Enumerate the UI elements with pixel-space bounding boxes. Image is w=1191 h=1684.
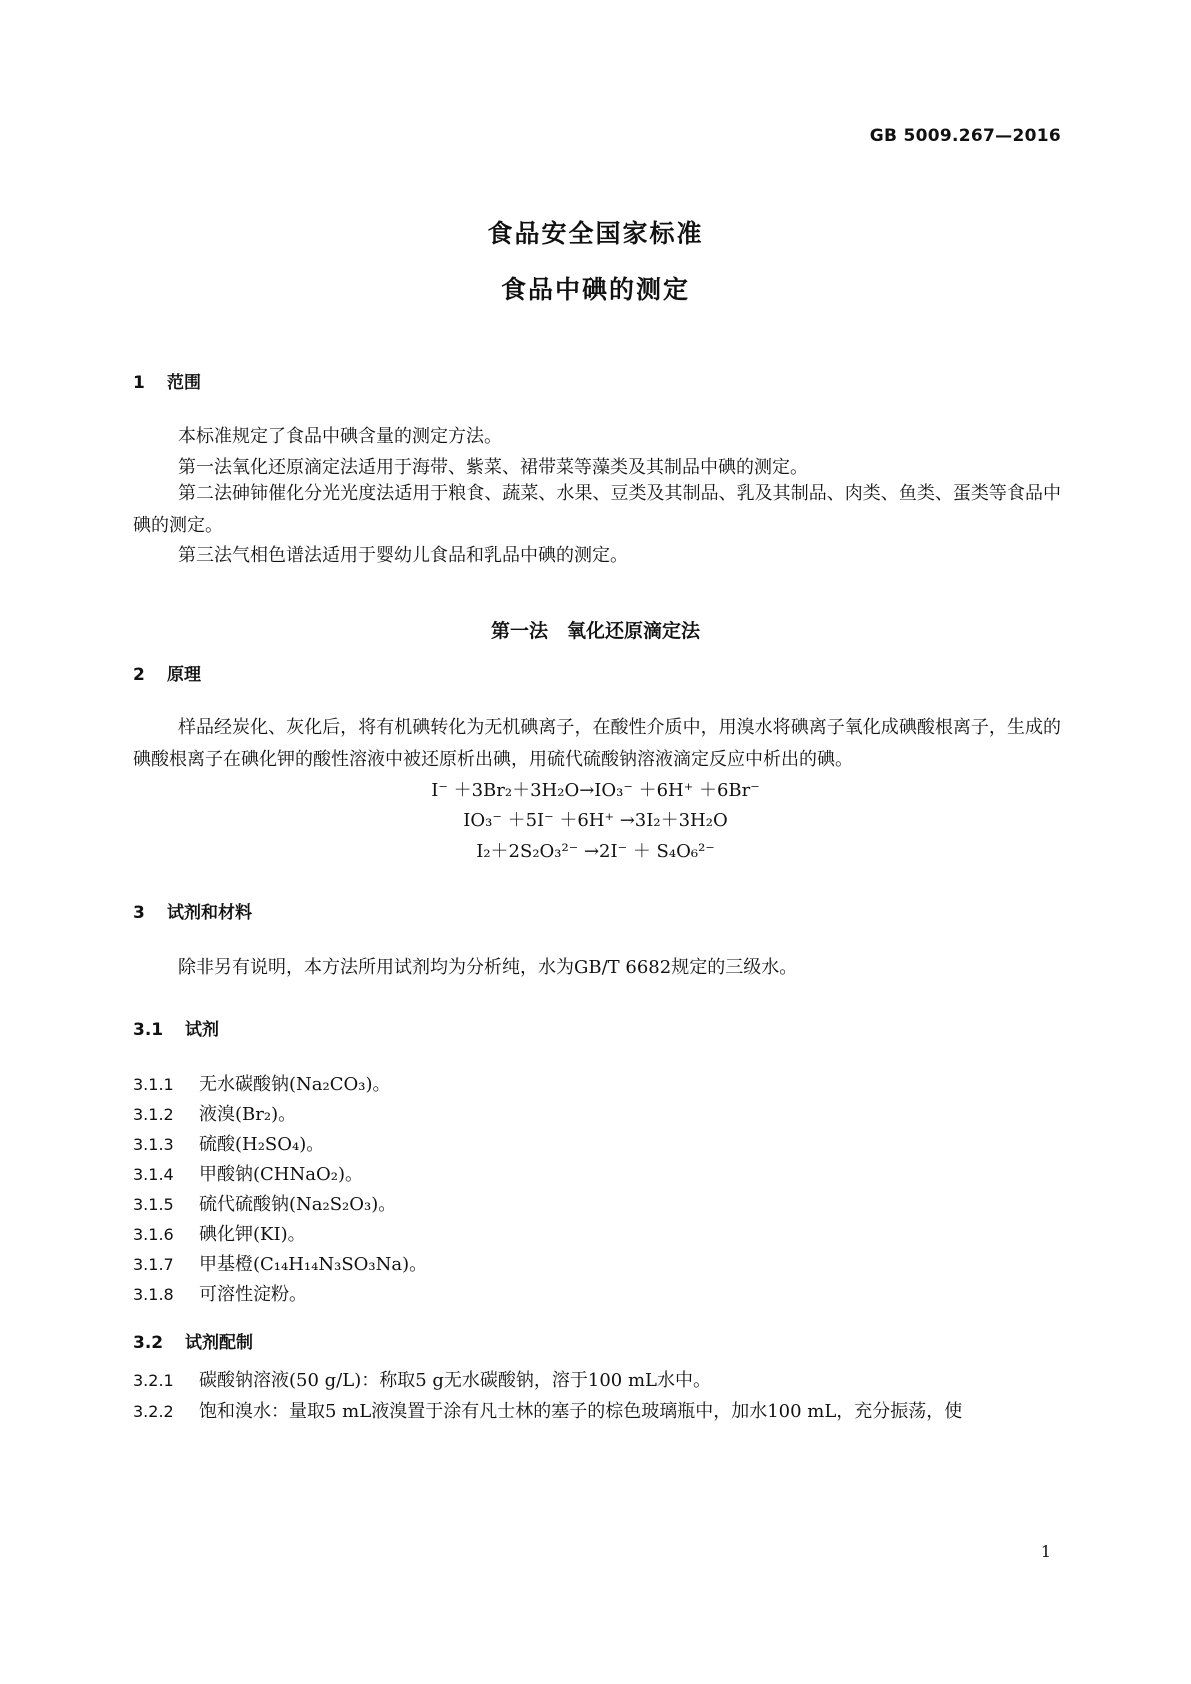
section-number: 3 (133, 903, 145, 923)
item-text: 碘化钾(KI)。 (199, 1224, 306, 1245)
subsection-title: 试剂 (185, 1020, 219, 1040)
section-heading-principle (133, 660, 201, 685)
page-subtitle: 食品中碘的测定 (500, 275, 690, 304)
item-number: 3.1.8 (133, 1285, 174, 1304)
reagents-intro: 除非另有说明，本方法所用试剂均为分析纯，水为GB/T 6682规定的三级水。 (178, 957, 798, 978)
scope-paragraph: 第二法砷铈催化分光光度法适用于粮食、蔬菜、水果、豆类及其制品、乳及其制品、肉类、鱼类、蛋类等食品中碘的测定。 (133, 483, 1061, 536)
item-text: 碳酸钠溶液(50 g/L)：称取5 g无水碳酸钠，溶于100 mL水中。 (199, 1370, 712, 1391)
item-text: 液溴(Br₂)。 (199, 1104, 297, 1125)
item-number: 3.1.2 (133, 1105, 174, 1124)
reaction-formula: I⁻ ＋3Br₂＋3H₂O→IO₃⁻ ＋6H⁺ ＋6Br⁻ (431, 780, 760, 801)
reagent-item (133, 1220, 306, 1246)
section-heading-reagents (133, 898, 252, 923)
section-heading-scope (133, 368, 201, 393)
item-number: 3.1.4 (133, 1165, 174, 1184)
reagent-item (133, 1070, 391, 1096)
item-text: 甲基橙(C₁₄H₁₄N₃SO₃Na)。 (199, 1254, 428, 1275)
item-text: 可溶性淀粉。 (199, 1284, 307, 1305)
scope-paragraph: 第一法氧化还原滴定法适用于海带、紫菜、裙带菜等藻类及其制品中碘的测定。 (178, 457, 808, 478)
principle-paragraph: 样品经炭化、灰化后，将有机碘转化为无机碘离子，在酸性介质中，用溴水将碘离子氧化成碘酸根离子，生成的碘酸根离子在碘化钾的酸性溶液中被还原析出碘，用硫代硫酸钠溶液滴定反应中析出的碘。 (133, 717, 1061, 770)
reagent-item (133, 1160, 363, 1186)
subsection-heading-reagents (133, 1015, 219, 1040)
reagent-item (133, 1280, 307, 1306)
reagent-item (133, 1250, 427, 1276)
item-number: 3.2.2 (133, 1402, 174, 1421)
item-number: 3.1.6 (133, 1225, 174, 1244)
item-number: 3.1.7 (133, 1255, 174, 1274)
item-number: 3.2.1 (133, 1371, 174, 1390)
reagent-item (133, 1190, 396, 1216)
section-title: 范围 (167, 373, 201, 393)
scope-paragraph: 第三法气相色谱法适用于婴幼儿食品和乳品中碘的测定。 (178, 545, 628, 566)
reaction-formula: I₂＋2S₂O₃²⁻ →2I⁻ ＋ S₄O₆²⁻ (476, 841, 715, 862)
section-number: 2 (133, 665, 145, 685)
section-title: 原理 (167, 665, 201, 685)
item-text: 饱和溴水：量取5 mL液溴置于涂有凡士林的塞子的棕色玻璃瓶中，加水100 mL，充分振荡，使 (199, 1401, 963, 1422)
subsection-number: 3.2 (133, 1333, 164, 1353)
preparation-item (133, 1397, 962, 1423)
section-number: 1 (133, 373, 145, 393)
subsection-title: 试剂配制 (185, 1333, 253, 1353)
reaction-formula: IO₃⁻ ＋5I⁻ ＋6H⁺ →3I₂＋3H₂O (463, 810, 728, 831)
page-number: 1 (1040, 1542, 1051, 1561)
reagent-item (133, 1130, 324, 1156)
scope-paragraph: 本标准规定了食品中碘含量的测定方法。 (178, 426, 502, 447)
reagent-item (133, 1100, 296, 1126)
preparation-item (133, 1366, 711, 1392)
item-text: 甲酸钠(CHNaO₂)。 (199, 1164, 363, 1185)
page-title: 食品安全国家标准 (487, 219, 704, 248)
subsection-heading-preparation (133, 1328, 253, 1353)
item-number: 3.1.3 (133, 1135, 174, 1154)
item-number: 3.1.1 (133, 1075, 174, 1094)
standard-code: GB 5009.267—2016 (869, 126, 1061, 146)
method-heading: 第一法 氧化还原滴定法 (490, 620, 700, 642)
item-text: 硫代硫酸钠(Na₂S₂O₃)。 (199, 1194, 397, 1215)
subsection-number: 3.1 (133, 1020, 164, 1040)
section-title: 试剂和材料 (167, 903, 252, 923)
item-number: 3.1.5 (133, 1195, 174, 1214)
item-text: 无水碳酸钠(Na₂CO₃)。 (199, 1074, 391, 1095)
item-text: 硫酸(H₂SO₄)。 (199, 1134, 325, 1155)
